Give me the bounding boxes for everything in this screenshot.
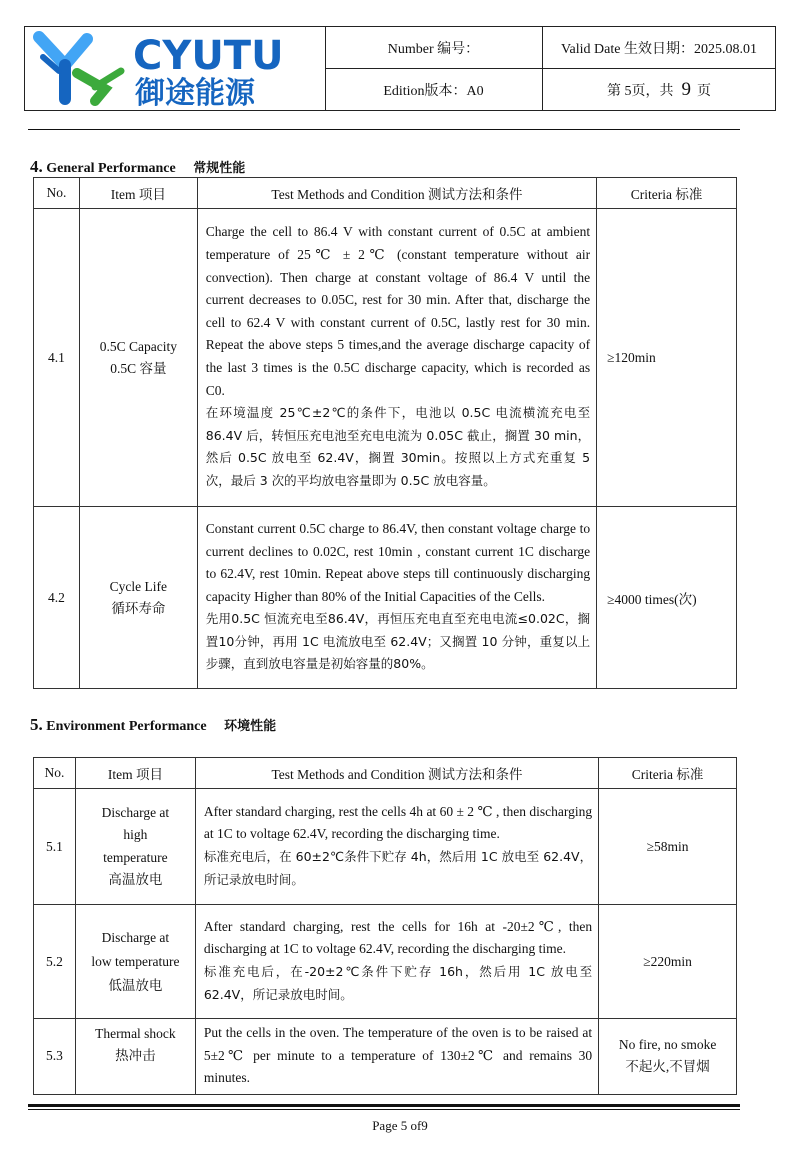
item-cn: 0.5C 容量 <box>110 360 167 376</box>
item-cn: 低温放电 <box>108 977 163 993</box>
row-method <box>197 209 596 507</box>
valid-date: Valid Date 生效日期：2025.08.01 <box>561 41 757 57</box>
method-en: After standard charging, rest the cells for 16h at -20±2℃, then discharging at 1C to voltage 62.4V, recording the discharging time. <box>203 918 593 957</box>
row-criteria: ≥220min <box>599 905 737 1019</box>
page-prefix: 第 5页，共 <box>607 83 674 99</box>
document-header <box>24 26 776 111</box>
table-row <box>34 209 737 507</box>
item-en: Cycle Life <box>109 578 168 594</box>
row-criteria: ≥4000 times(次) <box>597 507 737 689</box>
edition: Edition版本：A0 <box>383 83 484 99</box>
section-5-title <box>30 715 276 735</box>
logo-icon <box>25 27 325 110</box>
table-row <box>34 789 737 905</box>
item-line: Discharge at <box>101 929 170 945</box>
item-en: Thermal shock <box>95 1026 176 1041</box>
section-4-title-en: General Performance <box>46 161 176 176</box>
item-cn: 热冲击 <box>115 1048 156 1063</box>
header-item: Item 项目 <box>75 758 195 789</box>
section-4-title <box>30 157 245 177</box>
row-item <box>75 1019 195 1095</box>
table-header-row <box>34 178 737 209</box>
row-method <box>195 789 598 905</box>
row-no: 4.1 <box>34 209 80 507</box>
row-item <box>75 905 195 1019</box>
row-method <box>195 1019 598 1095</box>
item-line: low temperature <box>91 953 180 969</box>
item-line: high <box>123 827 148 842</box>
footer-divider-thin <box>28 1109 740 1110</box>
item-cn: 高温放电 <box>108 872 163 887</box>
table-header-row <box>34 758 737 789</box>
item-line: temperature <box>103 849 168 865</box>
method-cn: 在环境温度 25℃±2℃的条件下，电池以 0.5C 电流横流充电至 86.4V 后，转恒压充电池至充电电流为 0.05C 截止，搁置 30 min，然后 0.5C 放电至 62.4V，搁置 30min。按照以上方式充重复 5 次，最后 3 次的平均放电容量即为 0.5C 放电容量。 <box>205 405 591 488</box>
general-performance-table <box>33 177 737 689</box>
header-no: No. <box>34 178 80 209</box>
header-criteria: Criteria 标准 <box>599 758 737 789</box>
footer-divider-thick <box>28 1104 740 1107</box>
section-4-number: 4. <box>30 157 43 176</box>
header-divider <box>28 129 740 130</box>
header-method: Test Methods and Condition 测试方法和条件 <box>195 758 598 789</box>
logo-text: CYUTU <box>133 33 284 79</box>
row-criteria: ≥58min <box>599 789 737 905</box>
header-method: Test Methods and Condition 测试方法和条件 <box>197 178 596 209</box>
page-footer: Page 5 of9 <box>372 1118 428 1133</box>
criteria-en: No fire, no smoke <box>618 1037 717 1053</box>
row-item <box>79 209 197 507</box>
method-en: After standard charging, rest the cells 4h at 60 ± 2 ℃ , then discharging at 1C to voltage 62.4V, recording the discharging time. <box>203 803 593 842</box>
method-en: Charge the cell to 86.4 V with constant current of 0.5C at ambient temperature of 25℃ ± 2℃ (constant temperature without air convection). Then charge at constant voltage of 86.4 V until the current decreases to 0.05C, rest for 30 min. After that, discharge the cell to 62.4 V with constant current of 0.5C, lastly rest for 30 min. Repeat the above steps 5 times,and the average discharge capacity of the last 3 times is the 0.5C discharge capacity, which is recorded as C0. <box>205 224 591 398</box>
method-en: Constant current 0.5C charge to 86.4V, then constant voltage charge to current declines to 0.02C, rest 10min , constant current 1C discharge to 62.4V, rest 10min. Repeat above steps till continuously discharging capacity Higher than 80% of the Initial Capacities of the Cells. <box>205 520 591 604</box>
header-no: No. <box>34 758 76 789</box>
edition-cell <box>325 69 543 110</box>
row-method <box>195 905 598 1019</box>
row-criteria: ≥120min <box>597 209 737 507</box>
valid-date-cell <box>543 27 775 69</box>
criteria-cn: 不起火,不冒烟 <box>625 1059 710 1075</box>
item-line: Discharge at <box>101 804 170 820</box>
method-cn: 标准充电后，在-20±2℃条件下贮存 16h，然后用 1C 放电至 62.4V，所记录放电时间。 <box>203 964 593 1002</box>
table-row <box>34 507 737 689</box>
page-total: 9 <box>681 78 691 100</box>
method-en: Put the cells in the oven. The temperature of the oven is to be raised at 5±2℃ per minute to a temperature of 130±2℃ and remains 30 minutes. <box>203 1025 593 1086</box>
page-cell <box>543 69 775 110</box>
header-criteria: Criteria 标准 <box>597 178 737 209</box>
row-item <box>75 789 195 905</box>
row-no: 4.2 <box>34 507 80 689</box>
table-row <box>34 905 737 1019</box>
section-5-title-en: Environment Performance <box>46 719 207 734</box>
method-cn: 标准充电后，在 60±2℃条件下贮存 4h，然后用 1C 放电至 62.4V，所记录放电时间。 <box>203 849 593 887</box>
row-no: 5.2 <box>34 905 76 1019</box>
item-cn: 循环寿命 <box>111 600 166 616</box>
environment-performance-table <box>33 757 737 1095</box>
section-5-number: 5. <box>30 715 43 734</box>
company-logo <box>25 27 326 110</box>
table-row <box>34 1019 737 1095</box>
row-item <box>79 507 197 689</box>
number-cell <box>325 27 543 69</box>
number-label: Number 编号： <box>387 41 480 57</box>
page-suffix: 页 <box>697 83 711 99</box>
row-method <box>197 507 596 689</box>
row-no: 5.1 <box>34 789 76 905</box>
row-no: 5.3 <box>34 1019 76 1095</box>
section-5-title-cn: 环境性能 <box>224 719 277 734</box>
header-item: Item 项目 <box>79 178 197 209</box>
item-en: 0.5C Capacity <box>99 338 177 354</box>
logo-cn-text: 御途能源 <box>135 76 255 110</box>
method-cn: 先用0.5C 恒流充电至86.4V，再恒压充电直至充电电流≤0.02C，搁置10分钟，再用 1C 电流放电至 62.4V；又搁置 10 分钟，重复以上步骤，直到放电容量是初始容量的80%。 <box>205 611 591 672</box>
section-4-title-cn: 常规性能 <box>193 161 246 176</box>
row-criteria <box>599 1019 737 1095</box>
